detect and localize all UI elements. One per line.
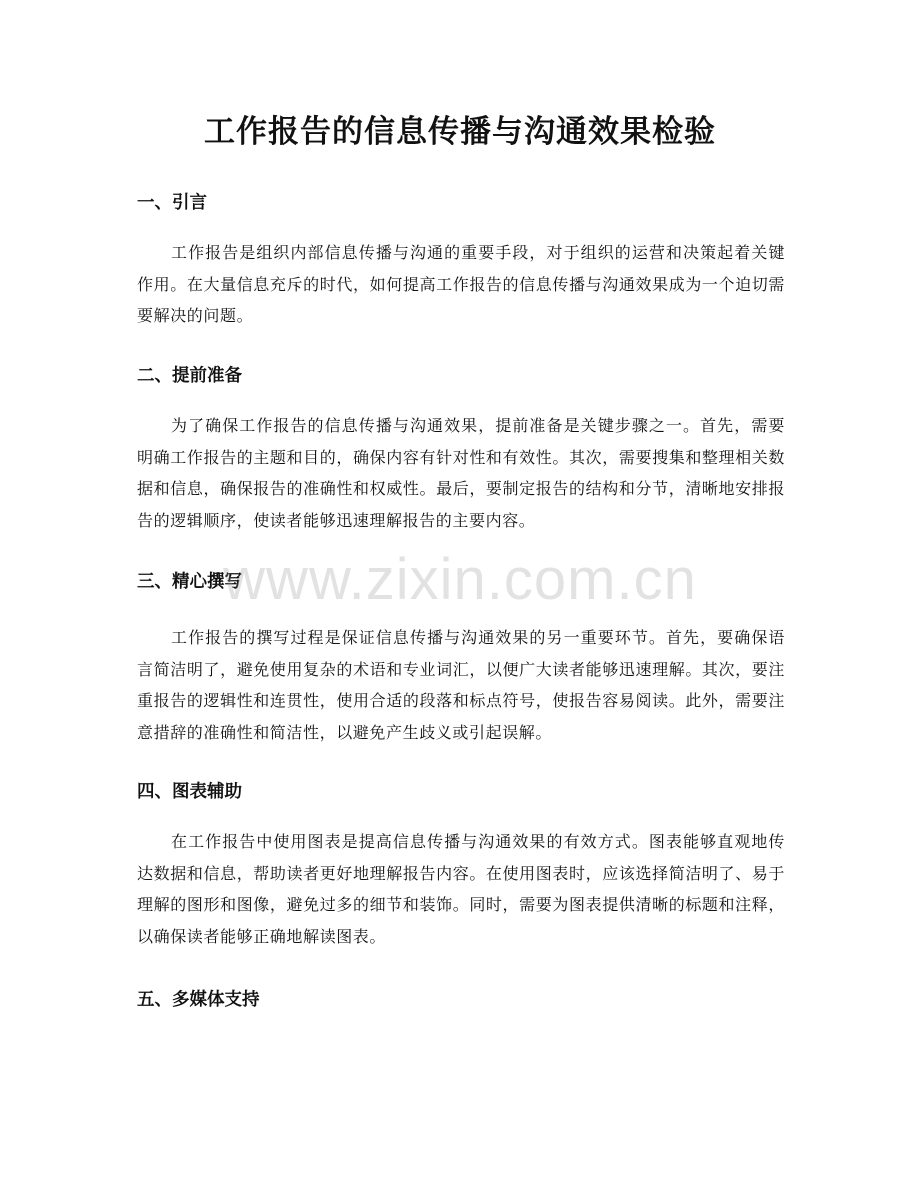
- section-paragraph-charts: 在工作报告中使用图表是提高信息传播与沟通效果的有效方式。图表能够直观地传达数据和信息，帮助读者更好地理解报告内容。在使用图表时，应该选择简洁明了、易于理解的图形和图像，避免过多的细节和装饰。同时，需要为图表提供清晰的标题和注释，以确保读者能够正确地解读图表。: [137, 832, 785, 946]
- section-paragraph-writing: 工作报告的撰写过程是保证信息传播与沟通效果的另一重要环节。首先，要确保语言简洁明了，避免使用复杂的术语和专业词汇，以便广大读者能够迅速理解。其次，要注重报告的逻辑性和连贯性，使用合适的段落和标点符号，使报告容易阅读。此外，需要注意措辞的准确性和简洁性，以避免产生歧义或引起误解。: [137, 628, 785, 742]
- document-title: 工作报告的信息传播与沟通效果检验: [204, 114, 716, 150]
- section-paragraph-introduction: 工作报告是组织内部信息传播与沟通的重要手段，对于组织的运营和决策起着关键作用。在大量信息充斥的时代，如何提高工作报告的信息传播与沟通效果成为一个迫切需要解决的问题。: [137, 243, 785, 325]
- watermark: www.zixin.com.cn: [223, 547, 697, 612]
- section-paragraph-preparation: 为了确保工作报告的信息传播与沟通效果，提前准备是关键步骤之一。首先，需要明确工作报告的主题和目的，确保内容有针对性和有效性。其次，需要搜集和整理相关数据和信息，确保报告的准确性和权威性。最后，要制定报告的结构和分节，清晰地安排报告的逻辑顺序，使读者能够迅速理解报告的主要内容。: [137, 416, 785, 530]
- section-heading-writing: 三、精心撰写: [137, 572, 242, 592]
- section-heading-multimedia: 五、多媒体支持: [137, 990, 260, 1010]
- section-heading-introduction: 一、引言: [137, 193, 207, 213]
- section-heading-charts: 四、图表辅助: [137, 782, 242, 802]
- section-heading-preparation: 二、提前准备: [137, 366, 242, 386]
